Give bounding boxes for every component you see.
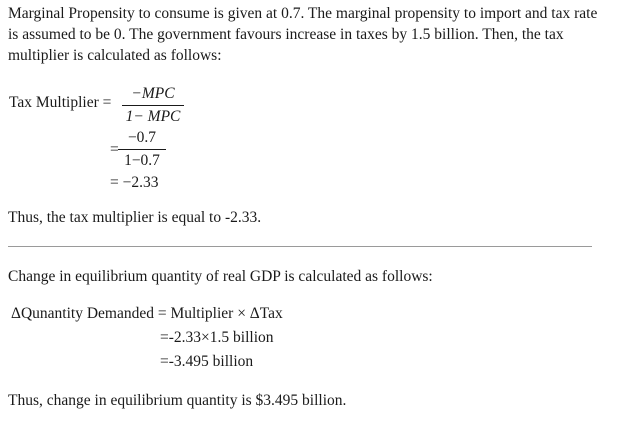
fraction-numerator: −MPC: [131, 85, 175, 102]
intro-paragraph: Marginal Propensity to consume is given at 0.7. The marginal propensity to import and tax rate is assumed to be 0. The government favours increase in taxes by 1.5 billion. Then, the tax multiplier is calculated as follows:: [8, 5, 598, 64]
fraction-denominator: 1−0.7: [124, 152, 160, 169]
fraction-bar: [118, 149, 166, 150]
formula-lhs: Tax Multiplier =: [9, 94, 112, 111]
equation-result: =-3.495 billion: [160, 353, 254, 370]
fraction-bar: [122, 105, 184, 106]
fraction-denominator: 1− MPC: [125, 108, 181, 125]
tax-multiplier-conclusion: Thus, the tax multiplier is equal to -2.33.: [8, 209, 262, 226]
section-divider: [8, 246, 592, 247]
formula-result: = −2.33: [110, 174, 159, 191]
equation-step: =-2.33×1.5 billion: [160, 329, 274, 346]
gdp-conclusion: Thus, change in equilibrium quantity is $3.495 billion.: [8, 392, 347, 409]
fraction-values: [118, 128, 166, 171]
equals-sign: =: [110, 141, 119, 158]
fraction-mpc: [122, 84, 184, 127]
gdp-intro: Change in equilibrium quantity of real GDP is calculated as follows:: [8, 268, 433, 285]
equation-lhs: ΔQunantity Demanded = Multiplier × ΔTax: [11, 305, 283, 322]
fraction-numerator: −0.7: [127, 129, 157, 146]
